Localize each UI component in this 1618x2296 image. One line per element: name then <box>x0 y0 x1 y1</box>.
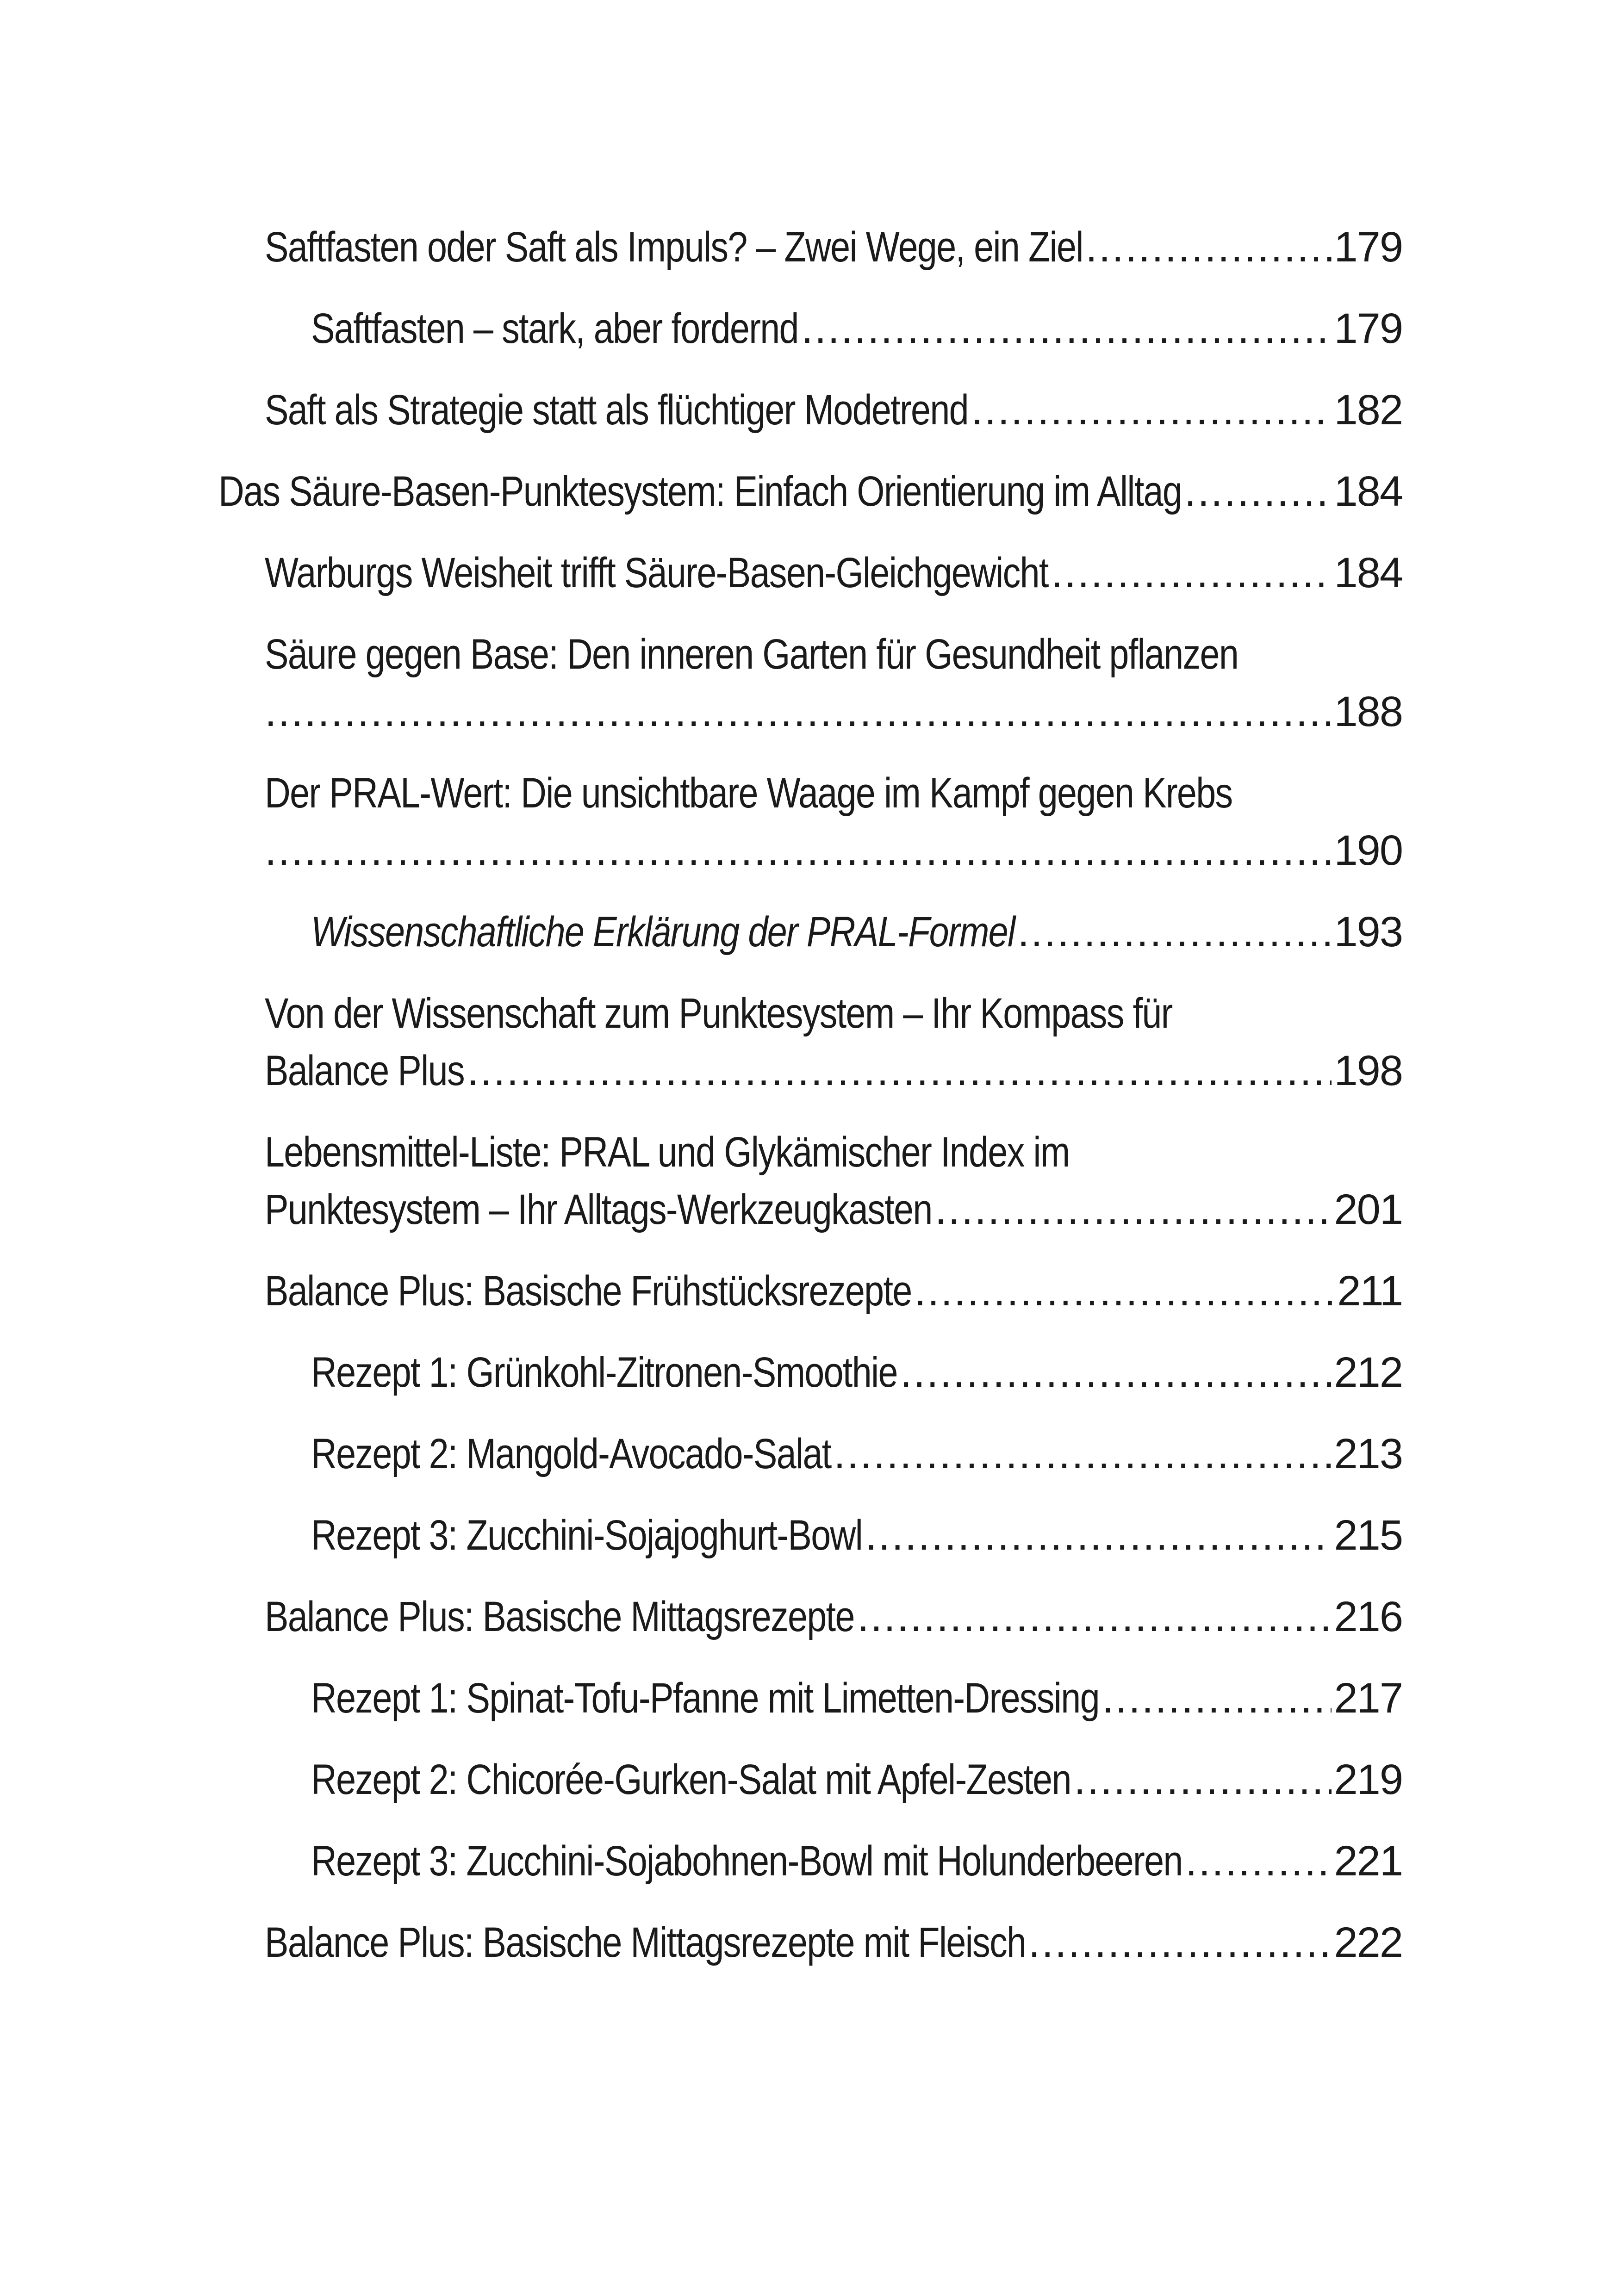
toc-entry[interactable] <box>265 764 1402 879</box>
toc-entry-title: Der PRAL-Wert: Die unsichtbare Waage im Kampf gegen Krebs <box>265 769 1232 817</box>
toc-entry[interactable] <box>265 1588 1402 1645</box>
toc-page-number: 216 <box>1334 1593 1402 1640</box>
toc-leader-dots <box>1085 218 1331 276</box>
toc-leader-dots <box>914 1262 1334 1320</box>
toc-leader-dots <box>1185 1832 1331 1890</box>
toc-leader-dots <box>1028 1914 1332 1971</box>
toc-leader-dots <box>857 1588 1331 1645</box>
toc-page-number: 184 <box>1334 549 1402 596</box>
toc-page-number: 184 <box>1334 468 1402 515</box>
toc-entry[interactable] <box>265 985 1402 1099</box>
toc-leader-dots <box>1184 463 1332 520</box>
toc-page-number: 222 <box>1334 1919 1402 1966</box>
toc-page-number: 201 <box>1334 1186 1402 1233</box>
toc-page-number: 212 <box>1334 1349 1402 1396</box>
toc-leader-dots <box>935 1181 1332 1238</box>
toc-leader-dots <box>971 381 1331 439</box>
toc-entry-title: Warburgs Weisheit trifft Säure-Basen-Gleichgewicht <box>265 549 1048 596</box>
toc-entry-title-continued: Balance Plus <box>265 1047 464 1094</box>
toc-page-number: 198 <box>1334 1047 1402 1094</box>
toc-entry[interactable] <box>311 1507 1402 1564</box>
toc-leader-dots <box>865 1507 1331 1564</box>
toc-page-number: 188 <box>1334 688 1402 735</box>
toc-entry-title: Saftfasten – stark, aber fordernd <box>311 305 798 352</box>
toc-entry-title: Balance Plus: Basische Mittagsrezepte <box>265 1593 854 1640</box>
toc-entry[interactable] <box>265 218 1402 276</box>
toc-leader-dots <box>467 1042 1332 1099</box>
toc-entry[interactable] <box>311 1344 1402 1401</box>
toc-entry[interactable] <box>311 1832 1402 1890</box>
toc-entry[interactable] <box>311 1669 1402 1727</box>
toc-leader-dots <box>265 822 1332 879</box>
toc-leader-dots <box>265 683 1332 740</box>
toc-entry-title: Balance Plus: Basische Mittagsrezepte mit Fleisch <box>265 1919 1026 1966</box>
toc-leader-dots <box>1051 544 1332 602</box>
toc-leader-dots <box>1018 903 1332 961</box>
toc-page-number: 179 <box>1334 305 1402 352</box>
toc-entry-title: Säure gegen Base: Den inneren Garten für Gesundheit pflanzen <box>265 631 1238 678</box>
toc-entry-title: Rezept 3: Zucchini-Sojajoghurt-Bowl <box>311 1512 863 1559</box>
toc-entry-title: Balance Plus: Basische Frühstücksrezepte <box>265 1267 912 1315</box>
toc-entry[interactable] <box>311 903 1402 961</box>
toc-entry[interactable] <box>265 544 1402 602</box>
toc-page-number: 179 <box>1334 223 1402 271</box>
toc-page-number: 182 <box>1334 386 1402 434</box>
toc-entry[interactable] <box>265 626 1402 740</box>
toc-leader-dots <box>900 1344 1332 1401</box>
toc-page-number: 211 <box>1337 1267 1402 1315</box>
toc-leader-dots <box>834 1425 1331 1483</box>
toc-entry-title: Von der Wissenschaft zum Punktesystem – Ihr Kompass für <box>265 990 1172 1037</box>
toc-entry-title: Das Säure-Basen-Punktesystem: Einfach Orientierung im Alltag <box>218 468 1182 515</box>
toc-entry-title: Rezept 2: Mangold-Avocado-Salat <box>311 1430 831 1477</box>
toc-leader-dots <box>1102 1669 1331 1727</box>
toc-page-number: 193 <box>1334 908 1402 956</box>
toc-entry-title: Saftfasten oder Saft als Impuls? – Zwei Wege, ein Ziel <box>265 223 1083 271</box>
toc-entry-title: Rezept 1: Grünkohl-Zitronen-Smoothie <box>311 1349 897 1396</box>
toc-entry-title: Lebensmittel-Liste: PRAL und Glykämischer Index im <box>265 1129 1070 1176</box>
toc-page-number: 219 <box>1334 1756 1402 1803</box>
toc-leader-dots <box>801 300 1331 357</box>
toc-entry-title: Rezept 2: Chicorée-Gurken-Salat mit Apfel-Zesten <box>311 1756 1071 1803</box>
toc-entry-title-continued: Punktesystem – Ihr Alltags-Werkzeugkasten <box>265 1186 932 1233</box>
toc-page-number: 221 <box>1334 1837 1402 1885</box>
toc-entry[interactable] <box>311 1751 1402 1808</box>
toc-page-number: 217 <box>1334 1675 1402 1722</box>
toc-entry[interactable] <box>265 1262 1402 1320</box>
toc-entry[interactable] <box>265 1914 1402 1971</box>
toc-entry[interactable] <box>311 300 1402 357</box>
toc-page-number: 213 <box>1334 1430 1402 1477</box>
toc-page-number: 190 <box>1334 827 1402 874</box>
toc-entry[interactable] <box>265 1123 1402 1238</box>
toc-entry-title: Wissenschaftliche Erklärung der PRAL-Formel <box>311 908 1015 956</box>
toc-entry-title: Saft als Strategie statt als flüchtiger Modetrend <box>265 386 968 434</box>
toc-entry[interactable] <box>265 381 1402 439</box>
toc-entry[interactable] <box>311 1425 1402 1483</box>
toc-entry[interactable] <box>218 463 1402 520</box>
toc-entry-title: Rezept 3: Zucchini-Sojabohnen-Bowl mit Holunderbeeren <box>311 1837 1182 1885</box>
toc-entry-title: Rezept 1: Spinat-Tofu-Pfanne mit Limetten-Dressing <box>311 1675 1099 1722</box>
toc-leader-dots <box>1074 1751 1331 1808</box>
toc-page-number: 215 <box>1334 1512 1402 1559</box>
